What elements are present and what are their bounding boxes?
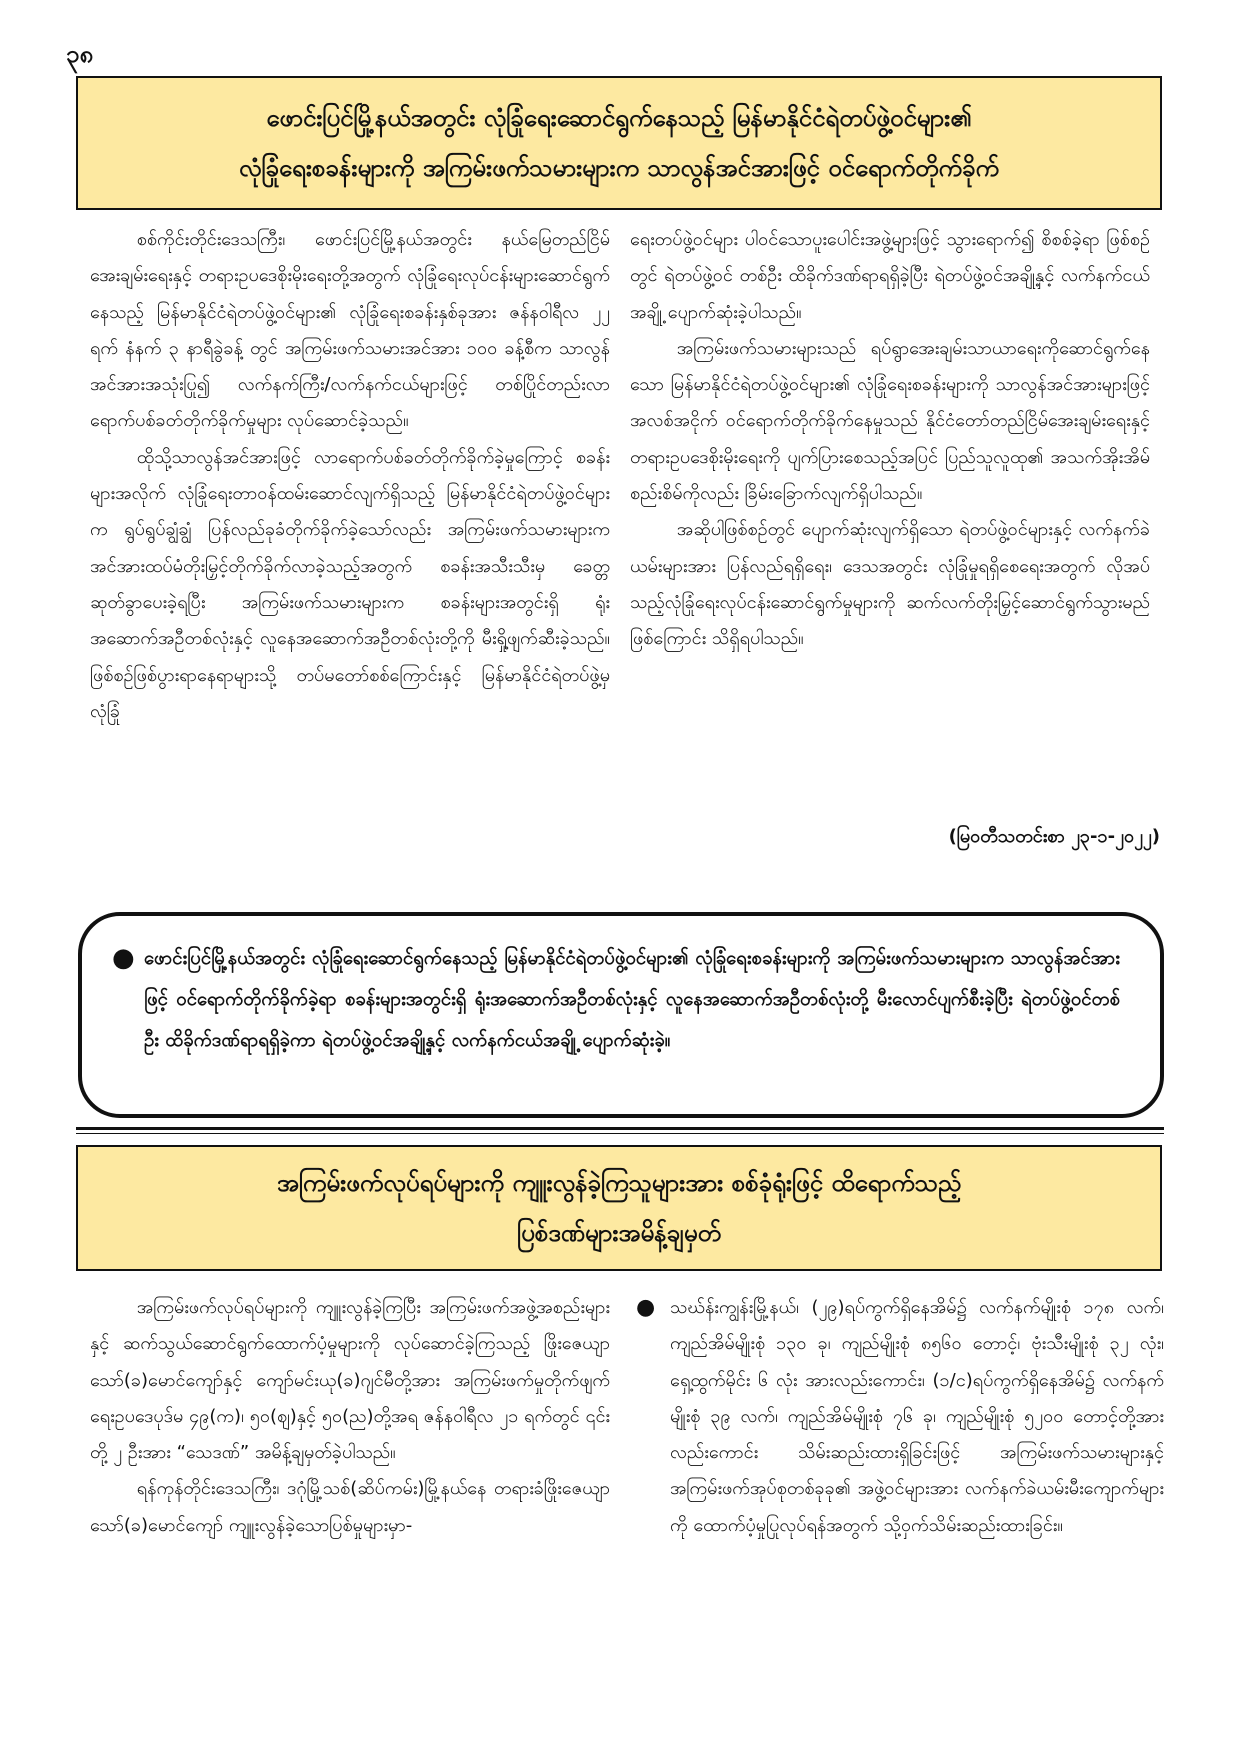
article-2-headline xyxy=(76,1145,1162,1271)
article-1-paragraph-1: စစ်ကိုင်းတိုင်းဒေသကြီး၊ ဖောင်းပြင်မြို့နယ်အတွင်း နယ်မြေတည်ငြိမ်အေးချမ်းရေးနှင့် တရားဥပဒေစိုးမိုးရေးတို့အတွက် လုံခြုံရေးလုပ်ငန်းများဆောင်ရွက်နေသည့် မြန်မာနိုင်ငံရဲတပ်ဖွဲ့ဝင်များ၏ လုံခြုံရေးစခန်းနှစ်ခုအား ဇန်နဝါရီလ ၂၂ ရက် နံနက် ၃ နာရီခွဲခန့် တွင် အကြမ်းဖက်သမားအင်အား ၁၀၀ ခန့်စီက သာလွန်အင်အားအသုံးပြု၍ လက်နက်ကြီး/လက်နက်ငယ်များဖြင့် တစ်ပြိုင်တည်းလာရောက်ပစ်ခတ်တိုက်ခိုက်မှုများ လုပ်ဆောင်ခဲ့သည်။ xyxy=(90,229,610,432)
article-1-summary-box xyxy=(78,912,1164,1118)
bullet-icon: ● xyxy=(636,1295,656,1320)
article-2-bullet-text: သဃ်န်းကျွန်းမြို့နယ်၊ (၂၉)ရပ်ကွက်ရှိနေအိမ်၌ လက်နက်မျိုးစုံ ၁၇၈ လက်၊ ကျည်အိမ်မျိုးစုံ ၁၃၀ ခု၊ ကျည်မျိုးစုံ ၈၅၆၀ တောင့်၊ ဗုံးသီးမျိုးစုံ ၃၂ လုံး၊ ရှေ့ထွက်မိုင်း ၆ လုံး အားလည်းကောင်း၊ (၁/င)ရပ်ကွက်ရှိနေအိမ်၌ လက်နက်မျိုးစုံ ၃၉ လက်၊ ကျည်အိမ်မျိုးစုံ ၇၆ ခု၊ ကျည်မျိုးစုံ ၅၂၀၀ တောင့်တို့အားလည်းကောင်း သိမ်းဆည်းထားရှိခြင်းဖြင့် အကြမ်းဖက်သမားများနှင့် အကြမ်းဖက်အုပ်စုတစ်ခုခု၏ အဖွဲ့ဝင်များအား လက်နက်ခဲယမ်းမီးကျောက်များကို ထောက်ပံ့မှုပြုလုပ်ရန်အတွက် သို့ဝှက်သိမ်းဆည်းထားခြင်း။ xyxy=(670,1297,1164,1536)
section-divider-thin xyxy=(76,1133,1164,1134)
article-1-paragraph-5: အဆိုပါဖြစ်စဉ်တွင် ပျောက်ဆုံးလျက်ရှိသော ရဲတပ်ဖွဲ့ဝင်များနှင့် လက်နက်ခဲယမ်းများအား ပြန်လည်ရရှိရေး၊ ဒေသအတွင်း လုံခြုံမှုရရှိစေရေးအတွက် လိုအပ်သည့်လုံခြုံရေးလုပ်ငန်းဆောင်ရွက်မှုများကို ဆက်လက်တိုးမြှင့်ဆောင်ရွက်သွားမည်ဖြစ်ကြောင်း သိရှိရပါသည်။ xyxy=(630,519,1150,650)
article-1-paragraph-3: ရေးတပ်ဖွဲ့ဝင်များ ပါဝင်သောပူးပေါင်းအဖွဲ့များဖြင့် သွားရောက်၍ စိစစ်ခဲ့ရာ ဖြစ်စဉ်တွင် ရဲတပ်ဖွဲ့ဝင် တစ်ဦး ထိခိုက်ဒဏ်ရာရရှိခဲ့ပြီး ရဲတပ်ဖွဲ့ဝင်အချို့နှင့် လက်နက်ငယ်အချို့ ပျောက်ဆုံးခဲ့ပါသည်။ xyxy=(630,229,1150,323)
article-2-bullet-item xyxy=(636,1290,1164,1544)
section-divider xyxy=(76,1127,1164,1130)
article-2-right-column xyxy=(636,1290,1164,1710)
article-1-source: (မြဝတီသတင်းစာ ၂၃-၁-၂၀၂၂) xyxy=(948,826,1160,847)
page-number: ၃၈ xyxy=(66,40,94,68)
article-1-summary-text: ဖောင်းပြင်မြို့နယ်အတွင်း လုံခြုံရေးဆောင်ရွက်နေသည့် မြန်မာနိုင်ငံရဲတပ်ဖွဲ့ဝင်များ၏ လုံခြုံရေးစခန်းများကို အကြမ်းဖက်သမားများက သာလွန်အင်အားဖြင့် ဝင်ရောက်တိုက်ခိုက်ခဲ့ရာ စခန်းများအတွင်းရှိ ရုံးအဆောက်အဦတစ်လုံးနှင့် လူနေအဆောက်အဦတစ်လုံးတို့ မီးလောင်ပျက်စီးခဲ့ပြီး ရဲတပ်ဖွဲ့ဝင်တစ်ဦး ထိခိုက်ဒဏ်ရာရရှိခဲ့ကာ ရဲတပ်ဖွဲ့ဝင်အချို့နှင့် လက်နက်ငယ်အချို့ ပျောက်ဆုံးခဲ့။ xyxy=(144,948,1120,1051)
bullet-icon: ● xyxy=(112,943,135,973)
article-2-paragraph-2: ရန်ကုန်တိုင်းဒေသကြီး၊ ဒဂုံမြို့သစ်(ဆိပ်ကမ်း)မြို့နယ်နေ တရားခံဖြိုးဇေယျာသော်(ခ)မောင်ကျော် ကျူးလွန်ခဲ့သောပြစ်မှုများမှာ- xyxy=(90,1478,610,1536)
article-1-paragraph-4: အကြမ်းဖက်သမားများသည် ရပ်ရွာအေးချမ်းသာယာရေးကိုဆောင်ရွက်နေသော မြန်မာနိုင်ငံရဲတပ်ဖွဲ့ဝင်များ၏ လုံခြုံရေးစခန်းများကို သာလွန်အင်အားများဖြင့် အလစ်အငိုက် ဝင်ရောက်တိုက်ခိုက်နေမှုသည် နိုင်ငံတော်တည်ငြိမ်အေးချမ်းရေးနှင့် တရားဥပဒေစိုးမိုးရေးကို ပျက်ပြားစေသည့်အပြင် ပြည်သူလူထု၏ အသက်အိုးအိမ်စည်းစိမ်ကိုလည်း ခြိမ်းခြောက်လျက်ရှိပါသည်။ xyxy=(630,337,1150,505)
article-2-headline-line-1: အကြမ်းဖက်လုပ်ရပ်များကို ကျူးလွန်ခဲ့ကြသူများအား စစ်ခုံရုံးဖြင့် ထိရောက်သည့် xyxy=(276,1169,962,1197)
article-2-left-column xyxy=(90,1290,610,1660)
article-1-headline xyxy=(76,76,1162,210)
article-1-right-column xyxy=(630,222,1150,822)
article-1-left-column xyxy=(90,222,610,882)
article-1-headline-line-1: ဖောင်းပြင်မြို့နယ်အတွင်း လုံခြုံရေးဆောင်ရွက်နေသည့် မြန်မာနိုင်ငံရဲတပ်ဖွဲ့ဝင်များ၏ xyxy=(266,104,972,132)
article-1-headline-line-2: လုံခြုံရေးစခန်းများကို အကြမ်းဖက်သမားများက သာလွန်အင်အားဖြင့် ဝင်ရောက်တိုက်ခိုက် xyxy=(238,154,1000,182)
article-2-paragraph-1: အကြမ်းဖက်လုပ်ရပ်များကို ကျူးလွန်ခဲ့ကြပြီး အကြမ်းဖက်အဖွဲ့အစည်းများနှင့် ဆက်သွယ်ဆောင်ရွက်ထောက်ပံ့မှုများကို လုပ်ဆောင်ခဲ့ကြသည့် ဖြိုးဇေယျာသော်(ခ)မောင်ကျော်နှင့် ကျော်မင်းယု(ခ)ဂျင်မီတို့အား အကြမ်းဖက်မှုတိုက်ဖျက်ရေးဥပဒေပုဒ်မ ၄၉(က)၊ ၅၀(ဈ)နှင့် ၅၀(ည)တို့အရ ဇန်နဝါရီလ ၂၁ ရက်တွင် ၎င်းတို့ ၂ ဦးအား “သေဒဏ်” အမိန့်ချမှတ်ခဲ့ပါသည်။ xyxy=(90,1297,610,1464)
article-1-paragraph-2: ထိုသို့သာလွန်အင်အားဖြင့် လာရောက်ပစ်ခတ်တိုက်ခိုက်ခဲ့မှုကြောင့် စခန်းများအလိုက် လုံခြုံရေးတာဝန်ထမ်းဆောင်လျက်ရှိသည့် မြန်မာနိုင်ငံရဲတပ်ဖွဲ့ဝင်များက ရွပ်ရွပ်ချွံချွံ ပြန်လည်ခုခံတိုက်ခိုက်ခဲ့သော်လည်း အကြမ်းဖက်သမားများက အင်အားထပ်မံတိုးမြှင့်တိုက်ခိုက်လာခဲ့သည့်အတွက် စခန်းအသီးသီးမှ ခေတ္တဆုတ်ခွာပေးခဲ့ရပြီး အကြမ်းဖက်သမားများက စခန်းများအတွင်းရှိ ရုံးအဆောက်အဦတစ်လုံးနှင့် လူနေအဆောက်အဦတစ်လုံးတို့ကို မီးရှို့ဖျက်ဆီးခဲ့သည်။ ဖြစ်စဉ်ဖြစ်ပွားရာနေရာများသို့ တပ်မတော်စစ်ကြောင်းနှင့် မြန်မာနိုင်ငံရဲတပ်ဖွဲ့မှ လုံခြုံ xyxy=(90,446,610,722)
article-2-headline-line-2: ပြစ်ဒဏ်များအမိန့်ချမှတ် xyxy=(517,1219,721,1247)
